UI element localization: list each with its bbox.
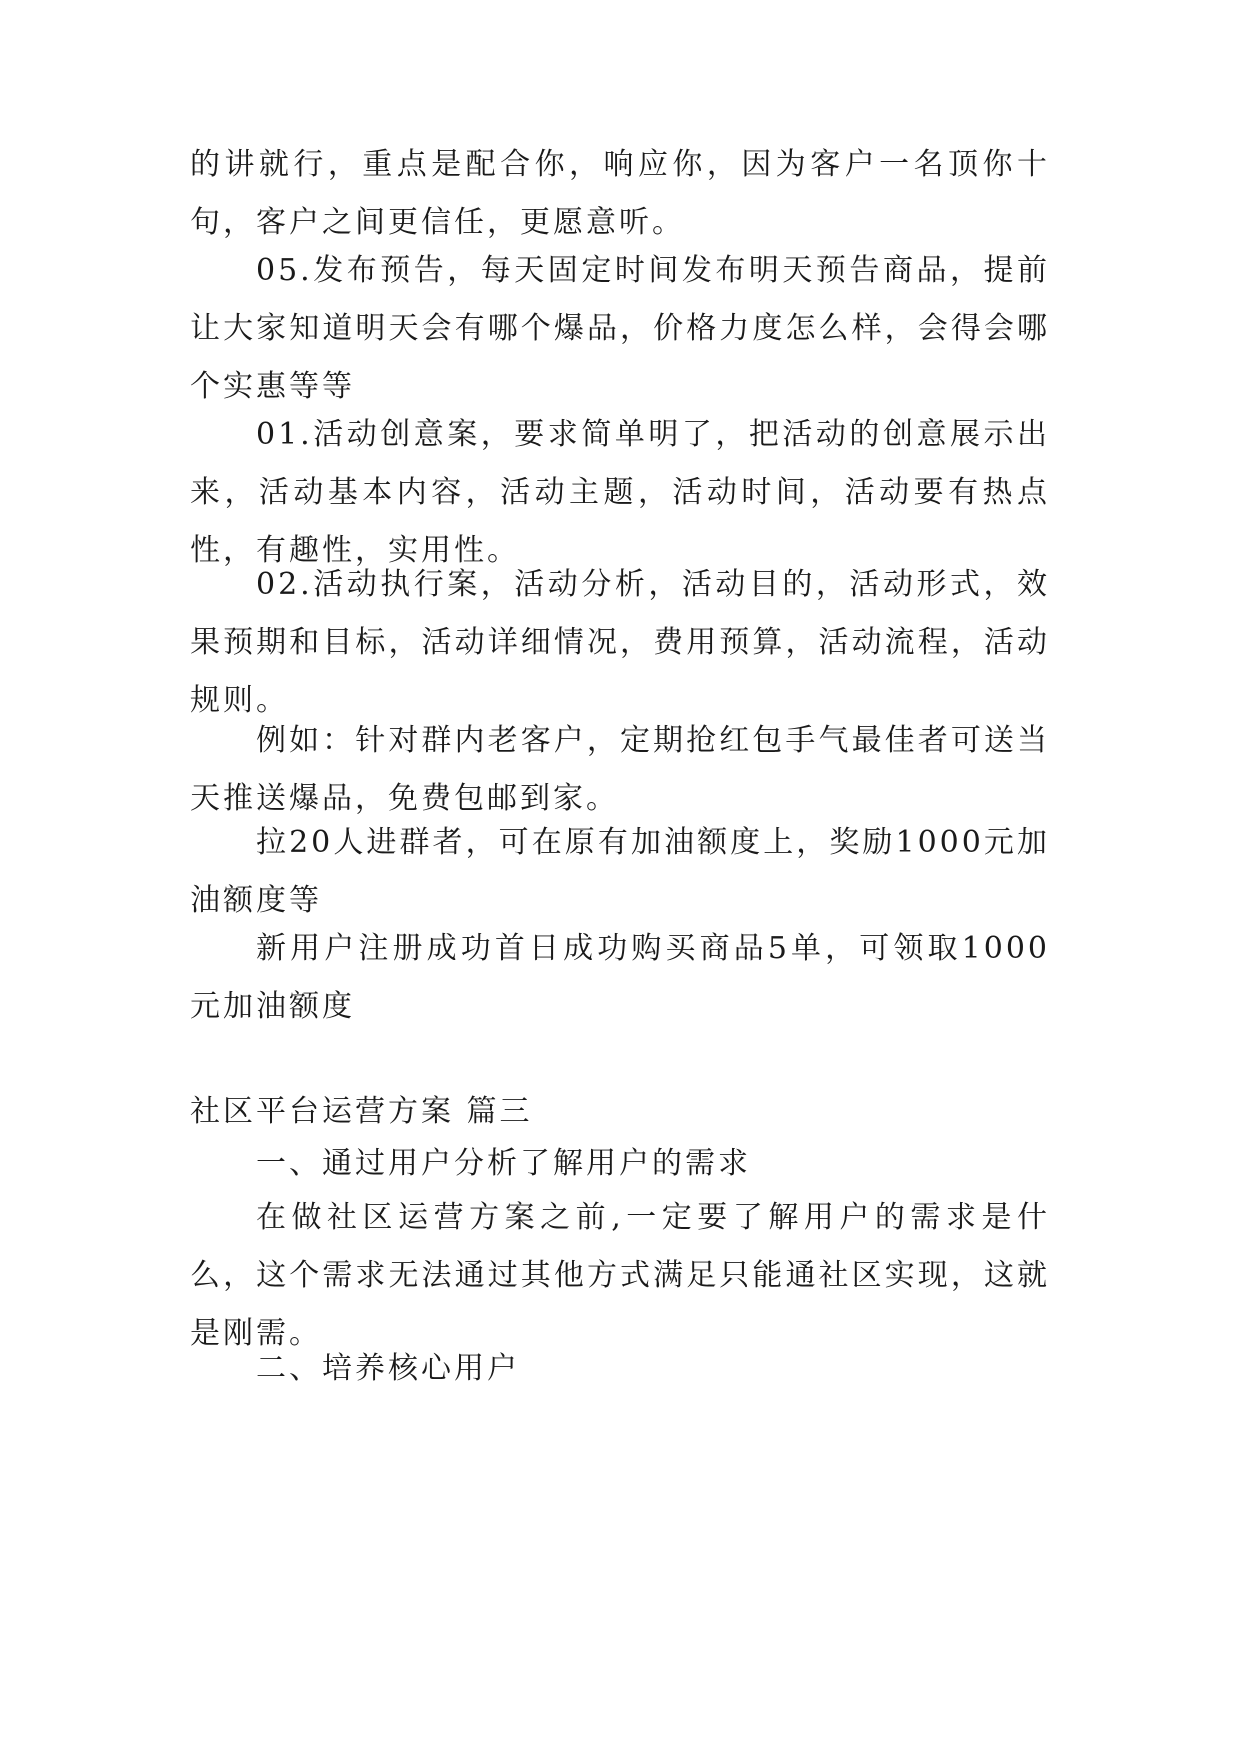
paragraph-example: 例如：针对群内老客户，定期抢红包手气最佳者可送当天推送爆品，免费包邮到家。 <box>190 723 1050 816</box>
paragraph-new-user-reward: 新用户注册成功首日成功购买商品5单，可领取1000元加油额度 <box>190 931 1050 1024</box>
paragraph-activity-creative: 01.活动创意案，要求简单明了，把活动的创意展示出来，活动基本内容，活动主题，活动时间，活动要有热点性，有趣性，实用性。 <box>190 417 1050 568</box>
paragraph-continuation: 的讲就行，重点是配合你，响应你，因为客户一名顶你十句，客户之间更信任，更愿意听。 <box>190 147 1050 240</box>
section-subheading-2: 二、培养核心用户 <box>256 1351 520 1386</box>
paragraph-invite-reward: 拉20人进群者，可在原有加油额度上，奖励1000元加油额度等 <box>190 825 1050 918</box>
paragraph-release-preview: 05.发布预告，每天固定时间发布明天预告商品，提前让大家知道明天会有哪个爆品，价格力度怎么样，会得会哪个实惠等等 <box>190 253 1050 404</box>
paragraph-activity-execution: 02.活动执行案，活动分析，活动目的，活动形式，效果预期和目标，活动详细情况，费用预算，活动流程，活动规则。 <box>190 567 1050 718</box>
section-title: 社区平台运营方案 篇三 <box>190 1094 533 1129</box>
section-paragraph-user-needs: 在做社区运营方案之前,一定要了解用户的需求是什么，这个需求无法通过其他方式满足只能通社区实现，这就是刚需。 <box>190 1200 1050 1351</box>
section-subheading-1: 一、通过用户分析了解用户的需求 <box>256 1146 751 1181</box>
